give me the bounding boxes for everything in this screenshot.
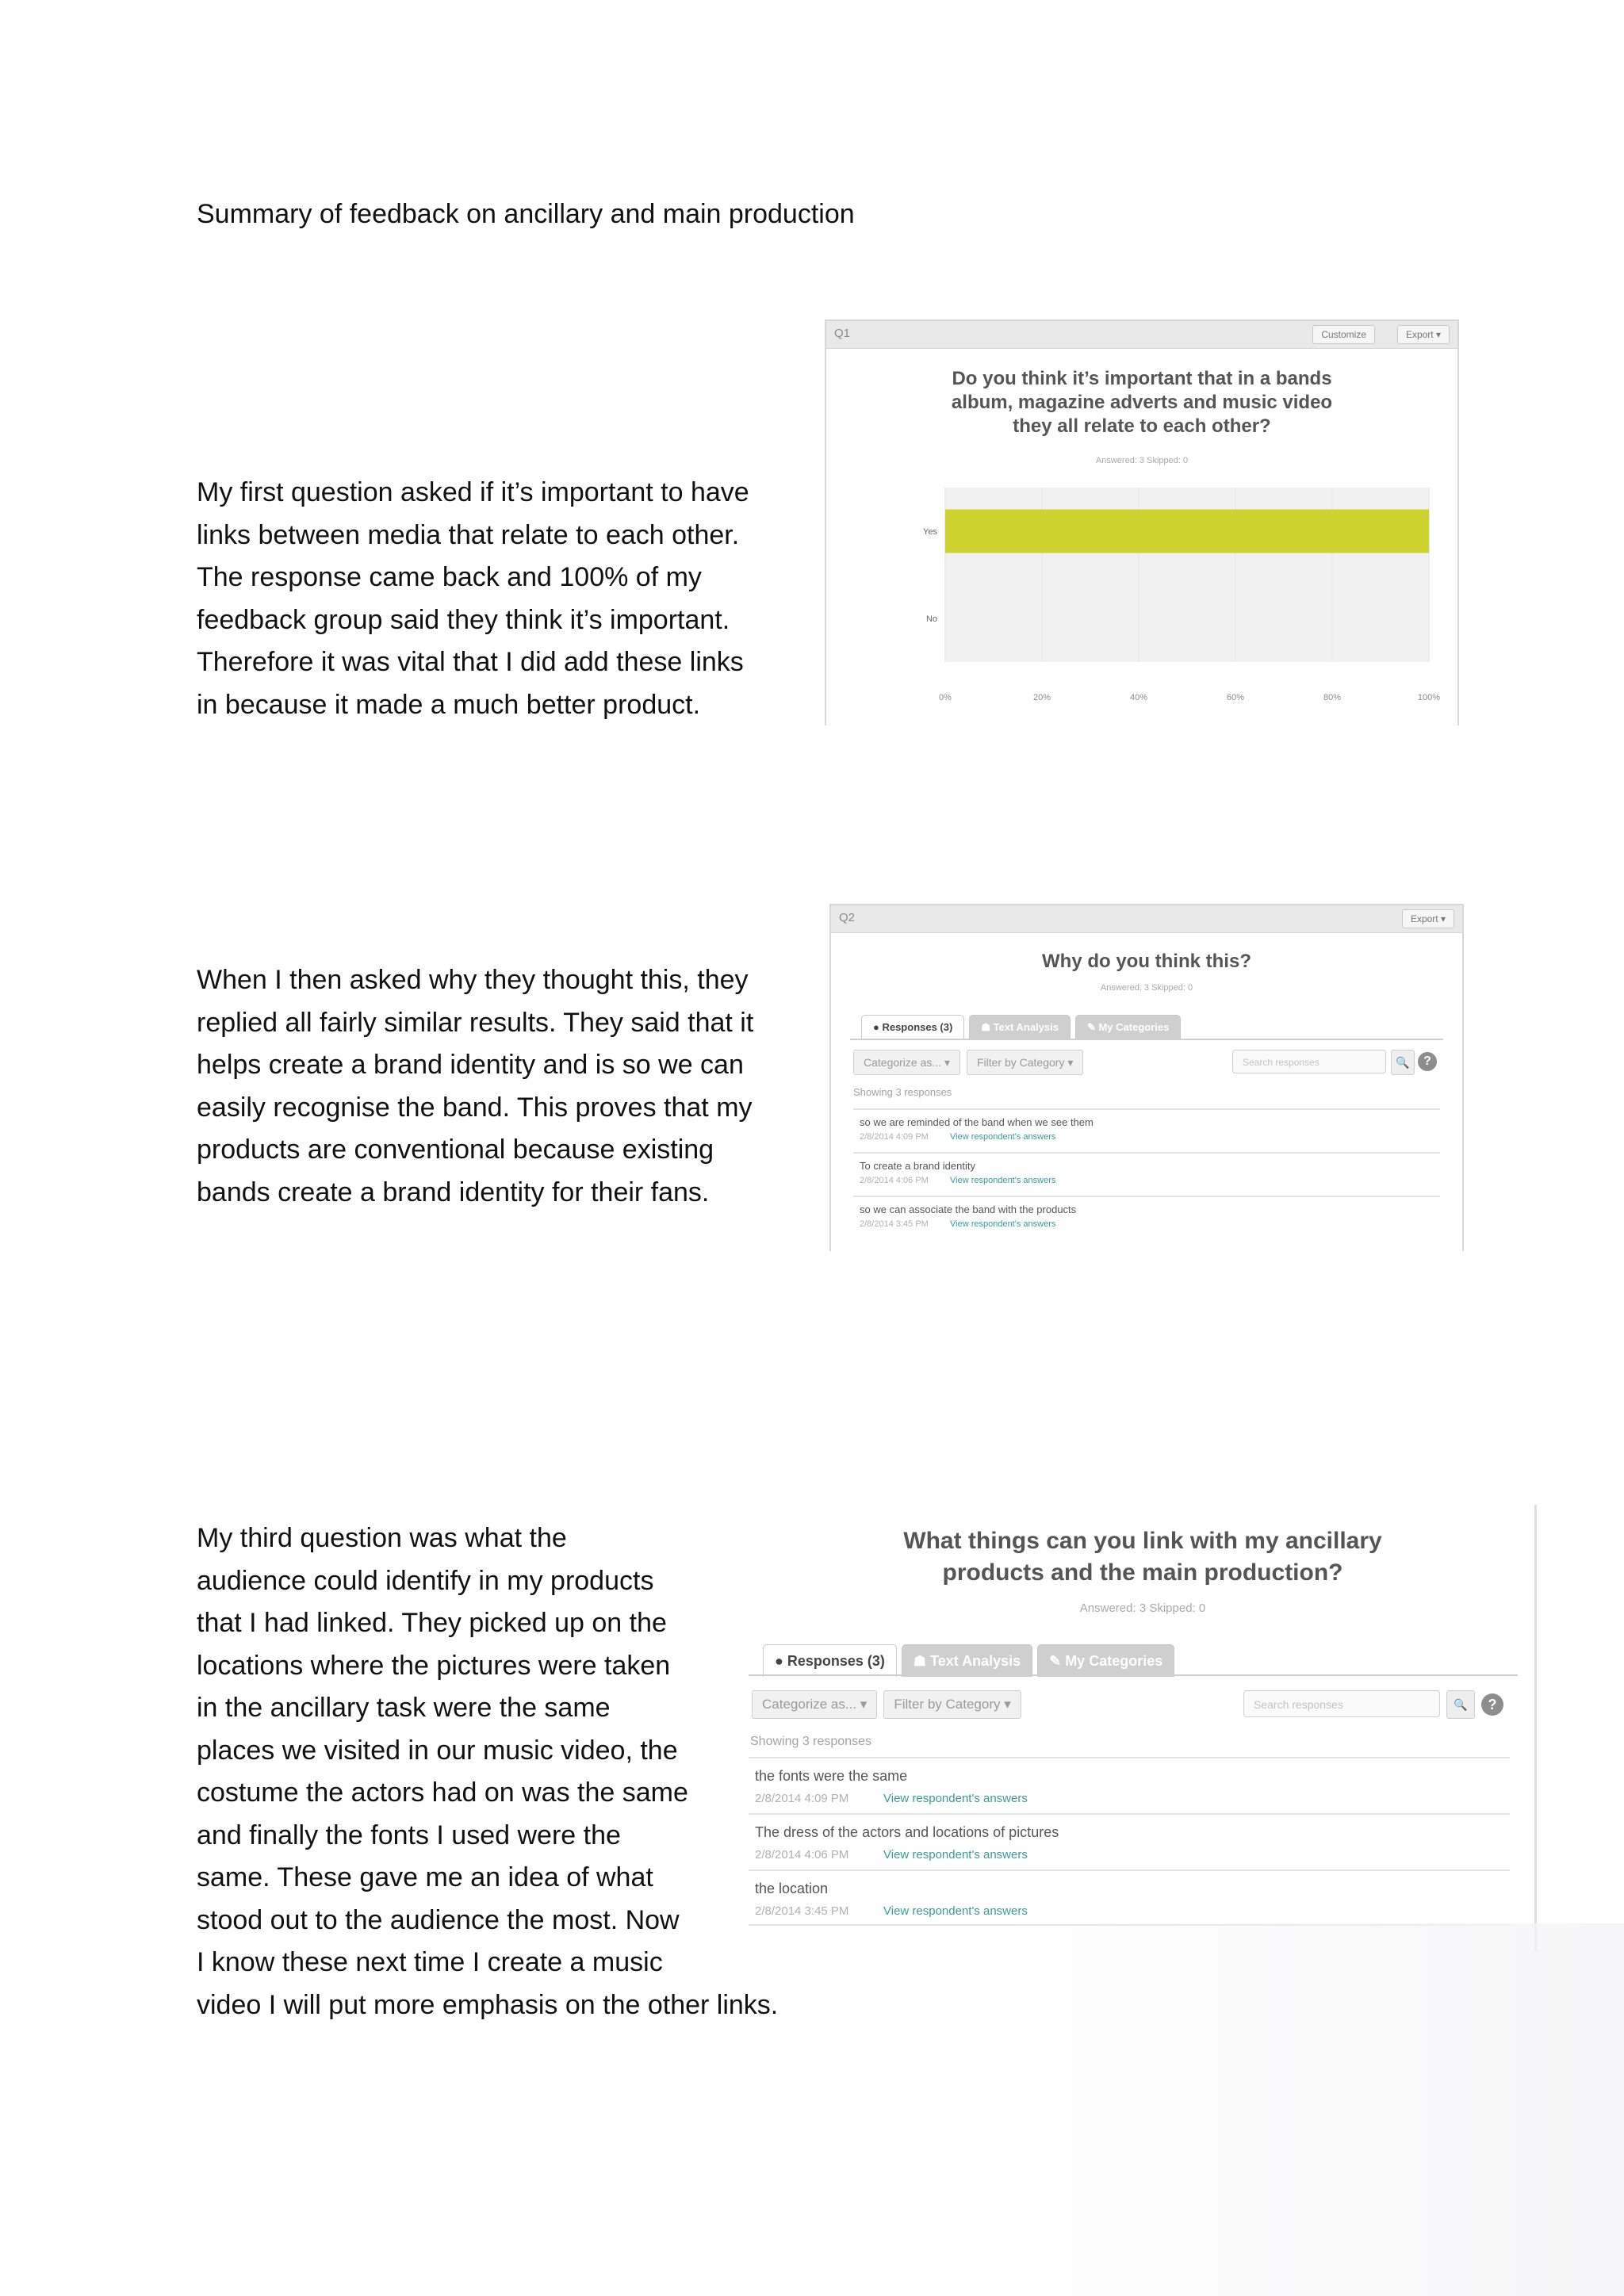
text-line: stood out to the audience the most. Now [197, 1904, 680, 1935]
text-line: video I will put more emphasis on the other links. [197, 1989, 779, 2020]
list-item [749, 1813, 1510, 1869]
customize-button[interactable]: Customize [1312, 325, 1375, 344]
list-item [853, 1196, 1440, 1239]
tab-my-categories[interactable]: ✎ My Categories [1075, 1015, 1181, 1039]
response-date: 2/8/2014 3:45 PM [755, 1904, 849, 1918]
response-text: so we are reminded of the band when we see them [860, 1116, 1094, 1128]
q1-survey-panel [825, 320, 1459, 725]
x-tick-label: 40% [1129, 693, 1148, 702]
response-text: the fonts were the same [755, 1768, 908, 1784]
paragraph-question-1 [197, 472, 749, 726]
text-line: that I had linked. They picked up on the [197, 1608, 667, 1638]
tabs-divider [850, 1039, 1443, 1040]
filter-by-category-dropdown[interactable]: Filter by Category ▾ [967, 1050, 1083, 1075]
categorize-dropdown[interactable]: Categorize as... ▾ [752, 1690, 877, 1719]
text-line: bands create a brand identity for their fans. [197, 1177, 710, 1207]
answered-skipped-count: Answered: 3 Skipped: 0 [1079, 1601, 1206, 1615]
export-button[interactable]: Export ▾ [1402, 909, 1454, 928]
bar [945, 510, 1429, 553]
title-line: products and the main production? [942, 1559, 1343, 1586]
x-tick-label: 60% [1226, 693, 1245, 702]
response-date: 2/8/2014 4:06 PM [860, 1176, 929, 1185]
search-input[interactable]: Search responses [1232, 1050, 1386, 1073]
filter-by-category-dropdown[interactable]: Filter by Category ▾ [883, 1690, 1021, 1719]
response-date: 2/8/2014 4:09 PM [860, 1132, 929, 1142]
response-date: 2/8/2014 3:45 PM [860, 1219, 929, 1229]
q2-header-bar [831, 905, 1462, 933]
view-answers-link[interactable]: View respondent's answers [950, 1219, 1056, 1229]
text-line: My first question asked if it’s important to have [197, 477, 749, 507]
tab-text-analysis[interactable]: ☗ Text Analysis [902, 1644, 1032, 1677]
text-line: audience could identify in my products [197, 1565, 654, 1596]
paragraph-question-2 [197, 959, 753, 1214]
text-line: places we visited in our music video, the [197, 1735, 678, 1766]
response-tabs [763, 1644, 1174, 1677]
view-answers-link[interactable]: View respondent's answers [883, 1792, 1028, 1805]
x-tick-label: 80% [1323, 693, 1342, 702]
text-line: locations where the pictures were taken [197, 1650, 671, 1681]
response-date: 2/8/2014 4:06 PM [755, 1848, 849, 1862]
text-line: products are conventional because existing [197, 1135, 714, 1165]
text-line: helps create a brand identity and is so we can [197, 1050, 744, 1080]
question-title: Why do you think this? [1042, 951, 1251, 972]
answered-skipped-count: Answered: 3 Skipped: 0 [1095, 456, 1189, 465]
help-icon[interactable]: ? [1418, 1052, 1437, 1071]
text-line: feedback group said they think it’s important. [197, 604, 730, 635]
text-line: Therefore it was vital that I did add these links [197, 647, 744, 677]
tabs-divider [749, 1674, 1518, 1676]
filter-row [752, 1690, 1021, 1719]
q1-bar-chart [826, 321, 1457, 725]
categorize-dropdown[interactable]: Categorize as... ▾ [853, 1050, 960, 1075]
tab-text-analysis[interactable]: ☗ Text Analysis [969, 1015, 1071, 1039]
filter-row [853, 1050, 1083, 1075]
response-tabs [861, 1015, 1181, 1039]
text-line: I know these next time I create a music [197, 1947, 663, 1977]
text-line: My third question was what the [197, 1523, 567, 1553]
text-line: easily recognise the band. This proves that my [197, 1092, 753, 1123]
x-tick-label: 20% [1032, 693, 1051, 702]
category-label: Yes [923, 527, 937, 537]
tab-responses[interactable]: ● Responses (3) [861, 1015, 964, 1039]
response-date: 2/8/2014 4:09 PM [755, 1792, 849, 1805]
title-line: album, magazine adverts and music video [951, 392, 1333, 413]
search-input[interactable]: Search responses [1243, 1690, 1440, 1717]
title-line: What things can you link with my ancillary [903, 1528, 1382, 1554]
text-line: same. These gave me an idea of what [197, 1862, 653, 1892]
list-item [749, 1869, 1510, 1926]
response-text: The dress of the actors and locations of pictures [755, 1824, 1059, 1840]
x-tick-label: 100% [1417, 693, 1441, 702]
showing-count: Showing 3 responses [853, 1086, 952, 1098]
tab-responses[interactable]: ● Responses (3) [763, 1644, 897, 1677]
document-title: Summary of feedback on ancillary and main production [197, 199, 855, 229]
text-line: When I then asked why they thought this, they [197, 965, 749, 995]
q3-survey-panel [749, 1505, 1537, 1952]
search-icon[interactable]: 🔍 [1391, 1050, 1415, 1075]
question-number: Q2 [839, 911, 856, 924]
response-text: To create a brand identity [860, 1160, 975, 1172]
text-line: costume the actors had on was the same [197, 1777, 688, 1808]
view-answers-link[interactable]: View respondent's answers [883, 1904, 1028, 1918]
title-line: Do you think it’s important that in a bands [952, 368, 1332, 389]
response-text: the location [755, 1881, 829, 1896]
x-tick-label: 0% [939, 693, 952, 702]
text-line: in the ancillary task were the same [197, 1693, 611, 1723]
paragraph-question-3 [197, 1517, 778, 2026]
response-list [853, 1108, 1440, 1239]
background-shade [944, 1923, 1624, 2296]
q2-survey-panel [829, 904, 1464, 1251]
response-list [749, 1757, 1510, 1926]
answered-skipped-count: Answered: 3 Skipped: 0 [1100, 983, 1193, 993]
text-line: in because it made a much better product. [197, 689, 701, 720]
list-item [853, 1152, 1440, 1196]
export-button[interactable]: Export ▾ [1397, 325, 1450, 344]
question-number: Q1 [834, 327, 851, 340]
text-line: and finally the fonts I used were the [197, 1820, 621, 1850]
list-item [853, 1108, 1440, 1152]
showing-count: Showing 3 responses [750, 1735, 871, 1748]
category-label: No [925, 614, 937, 624]
question-title [749, 1525, 1537, 1589]
view-answers-link[interactable]: View respondent's answers [883, 1848, 1028, 1862]
view-answers-link[interactable]: View respondent's answers [950, 1176, 1056, 1185]
help-icon[interactable]: ? [1481, 1693, 1503, 1716]
text-line: The response came back and 100% of my [197, 562, 702, 592]
list-item [749, 1757, 1510, 1813]
view-answers-link[interactable]: View respondent's answers [950, 1132, 1056, 1142]
tab-my-categories[interactable]: ✎ My Categories [1037, 1644, 1174, 1677]
search-icon[interactable]: 🔍 [1446, 1690, 1475, 1719]
text-line: links between media that relate to each other. [197, 519, 740, 550]
text-line: replied all fairly similar results. They said that it [197, 1007, 754, 1038]
page-title [197, 193, 855, 236]
response-text: so we can associate the band with the products [860, 1203, 1077, 1215]
title-line: they all relate to each other? [1013, 415, 1271, 437]
